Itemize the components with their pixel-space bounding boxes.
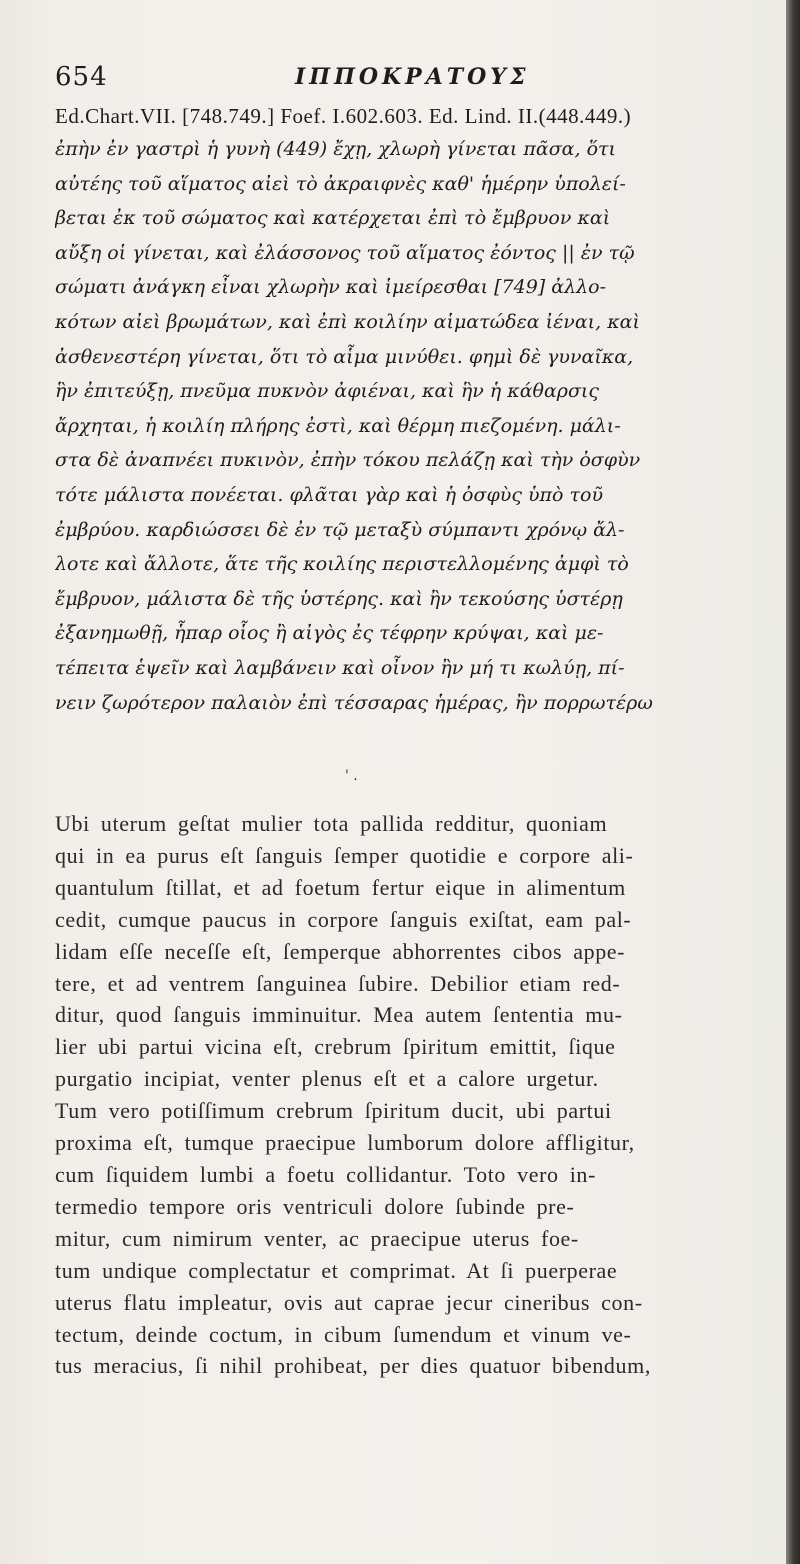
greek-line: ἀσθενεστέρη γίνεται, ὅτι τὸ αἷμα μινύθει. φημὶ δὲ γυναῖκα, [55,345,634,368]
latin-line: ditur, quod ſanguis imminuitur. Mea autem ſententia mu- [55,1002,623,1028]
page-number: 654 [55,62,108,92]
greek-line: τότε μάλιστα πονέεται. φλᾶται γὰρ καὶ ἡ ὀσφὺς ὑπὸ τοῦ [55,483,604,506]
greek-line: ἐπὴν ἐν γαστρὶ ἡ γυνὴ (449) ἔχῃ, χλωρὴ γίνεται πᾶσα, ὅτι [55,138,616,160]
greek-line: νειν ζωρότερον παλαιὸν ἐπὶ τέσσαρας ἡμέρας, ἢν πορρωτέρω [55,691,653,714]
latin-line: termedio tempore oris ventriculi dolore ſubinde pre- [55,1193,575,1219]
greek-line: βεται ἐκ τοῦ σώματος καὶ κατέρχεται ἐπὶ τὸ ἔμβρυον καὶ [55,207,611,230]
running-head [55,56,755,96]
latin-line: tectum, deinde coctum, in cibum ſumendum et vinum ve- [55,1321,632,1347]
latin-line: quantulum ſtillat, et ad foetum fertur eique in alimentum [55,874,626,900]
greek-line: λοτε καὶ ἄλλοτε, ἅτε τῆς κοιλίης περιστελλομένης ἀμφὶ τὸ [55,553,629,576]
greek-line: ἄρχηται, ἡ κοιλίη πλήρης ἐστὶ, καὶ θέρμη πιεζομένη. μάλι- [55,414,621,437]
latin-line: proxima eſt, tumque praecipue lumborum dolore affligitur, [55,1130,635,1156]
latin-line: cedit, cumque paucus in corpore ſanguis exiſtat, eam pal- [55,906,632,932]
latin-line: tere, et ad ventrem ſanguinea ſubire. Debilior etiam red- [55,970,621,996]
greek-text-block [55,132,775,720]
greek-line: αὔξη οἱ γίνεται, καὶ ἐλάσσονος τοῦ αἵματος ἐόντος || ἐν τῷ [55,241,635,264]
latin-translation-block [55,808,755,1382]
greek-line: στα δὲ ἀναπνέει πυκινὸν, ἐπὴν τόκου πελάζῃ καὶ τὴν ὀσφὺν [55,449,641,472]
greek-line: κότων αἰεὶ βρωμάτων, καὶ ἐπὶ κοιλίην αἱματώδεα ἰέναι, καὶ [55,310,640,333]
latin-line: uterus flatu impleatur, ovis aut caprae jecur cineribus con- [55,1289,643,1315]
latin-line: tum undique complectatur et comprimat. At ſi puerperae [55,1257,618,1283]
latin-line: Tum vero potiſſimum crebrum ſpiritum ducit, ubi partui [55,1098,612,1124]
edition-references: Ed.Chart.VII. [748.749.] Foef. I.602.603. Ed. Lind. II.(448.449.) [55,104,632,128]
book-spine-edge [786,0,800,1564]
running-title: ΙΠΠΟΚΡΑΤΟΥΣ [295,64,530,90]
latin-line: Ubi uterum geſtat mulier tota pallida redditur, quoniam [55,811,608,836]
latin-line: lidam eſſe neceſſe eſt, ſemperque abhorrentes cibos appe- [55,938,626,964]
latin-line: cum ſiquidem lumbi a foetu collidantur. Toto vero in- [55,1161,596,1187]
latin-line: purgatio incipiat, venter plenus eſt et a calore urgetur. [55,1066,599,1092]
greek-line: ἔμβρυον, μάλιστα δὲ τῆς ὑστέρης. καὶ ἢν τεκούσης ὑστέρῃ [55,587,623,610]
latin-line: tus meracius, ſi nihil prohibeat, per dies quatuor bibendum, [55,1353,651,1379]
latin-line: mitur, cum nimirum venter, ac praecipue uterus foe- [55,1225,579,1251]
greek-line: ἐξανημωθῇ, ἧπαρ οἷος ἢ αἰγὸς ἐς τέφρην κρύψαι, καὶ με- [55,622,604,645]
latin-line: qui in ea purus eſt ſanguis ſemper quotidie e corpore ali- [55,842,634,868]
greek-line: ἣν ἐπιτεύξῃ, πνεῦμα πυκνὸν ἀφιέναι, καὶ ἣν ἡ κάθαρσις [55,380,600,403]
section-divider-mark: ' . [345,768,358,784]
greek-line: αὐτέης τοῦ αἵματος αἰεὶ τὸ ἀκραιφνὲς καθ' ἡμέρην ὑπολεί- [55,172,626,195]
greek-line: σώματι ἀνάγκη εἶναι χλωρὴν καὶ ἱμείρεσθαι [749] ἀλλο- [55,276,607,299]
greek-line: τέπειτα ἑψεῖν καὶ λαμβάνειν καὶ οἶνον ἢν μή τι κωλύῃ, πί- [55,656,625,679]
greek-line: ἐμβρύου. καρδιώσσει δὲ ἐν τῷ μεταξὺ σύμπαντι χρόνῳ ἄλ- [55,518,625,541]
latin-line: lier ubi partui vicina eſt, crebrum ſpiritum emittit, ſique [55,1034,616,1060]
